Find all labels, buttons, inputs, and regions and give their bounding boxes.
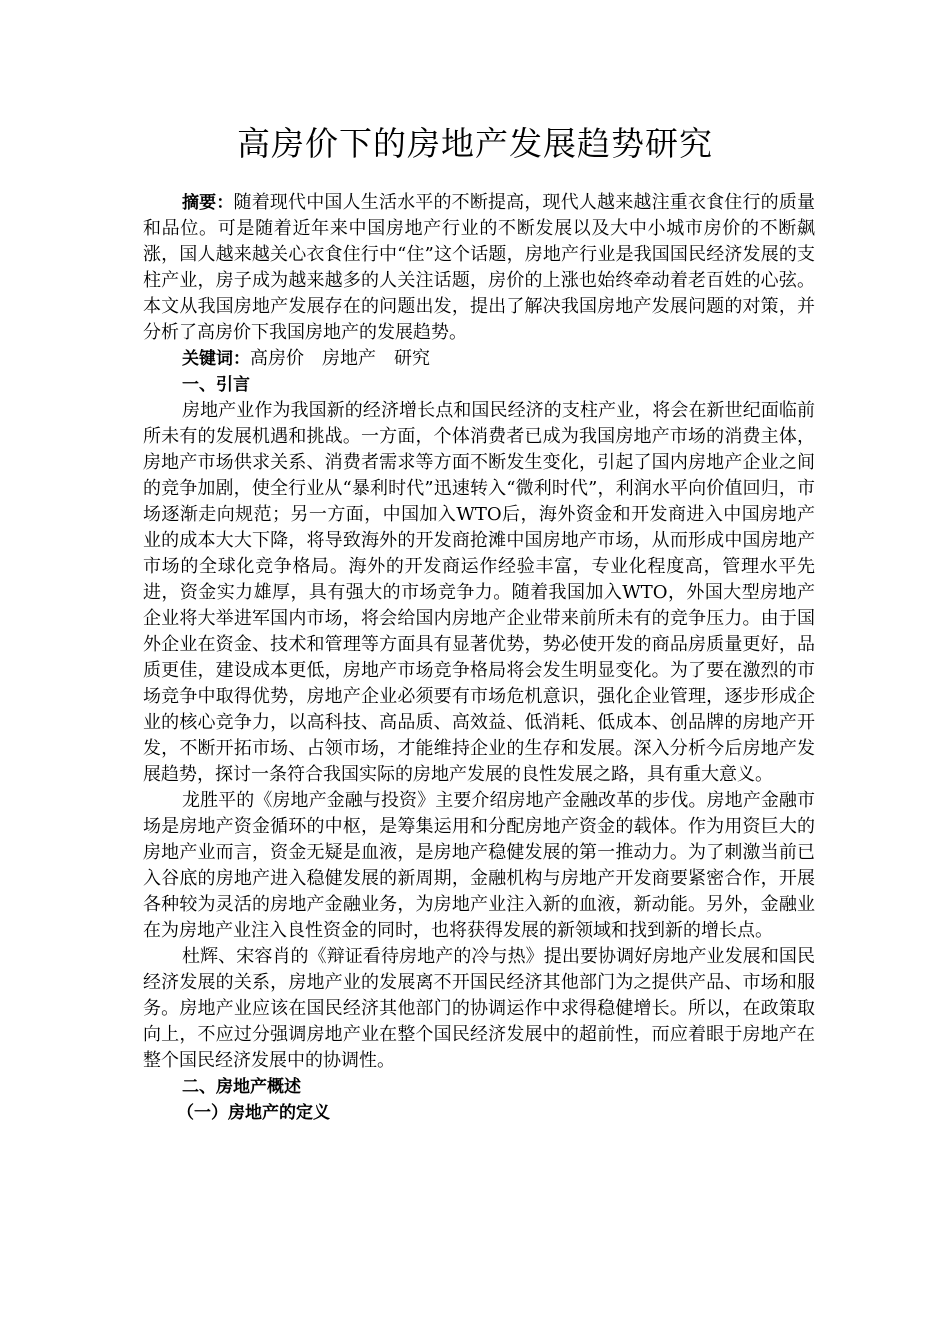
keywords-label: 关键词： — [182, 349, 250, 369]
document-body — [143, 190, 815, 1126]
body-paragraph: 房地产业作为我国新的经济增长点和国民经济的支柱产业，将会在新世纪面临前所未有的发展机遇和挑战。一方面，个体消费者已成为我国房地产市场的消费主体，房地产市场供求关系、消费者需求等方面不断发生变化，引起了国内房地产企业之间的竞争加剧，使全行业从“暴利时代”迅速转入“微利时代”，利润水平向价值回归，市场逐渐走向规范；另一方面，中国加入WTO后，海外资金和开发商进入中国房地产业的成本大大下降，将导致海外的开发商抢滩中国房地产市场，从而形成中国房地产市场的全球化竞争格局。海外的开发商运作经验丰富，专业化程度高，管理水平先进，资金实力雄厚，具有强大的市场竞争力。随着我国加入WTO，外国大型房地产企业将大举进军国内市场，将会给国内房地产企业带来前所未有的竞争压力。由于国外企业在资金、技术和管理等方面具有显著优势，势必使开发的商品房质量更好，品质更佳，建设成本更低，房地产市场竞争格局将会发生明显变化。为了要在激烈的市场竞争中取得优势，房地产企业必须要有市场危机意识，强化企业管理，逐步形成企业的核心竞争力，以高科技、高品质、高效益、低消耗、低成本、创品牌的房地产开发，不断开拓市场、占领市场，才能维持企业的生存和发展。深入分析今后房地产发展趋势，探讨一条符合我国实际的房地产发展的良性发展之路，具有重大意义。 — [143, 400, 815, 785]
section-heading-introduction: 一、引言 — [182, 375, 250, 395]
keyword: 研究 — [394, 348, 430, 369]
section-heading-overview: 二、房地产概述 — [182, 1077, 301, 1097]
keyword: 高房价 — [250, 348, 304, 369]
subsection-heading-definition: （一）房地产的定义 — [177, 1103, 330, 1123]
keyword: 房地产 — [322, 348, 376, 369]
body-paragraph: 龙胜平的《房地产金融与投资》主要介绍房地产金融改革的步伐。房地产金融市场是房地产资金循环的中枢，是筹集运用和分配房地产资金的载体。作为用资巨大的房地产业而言，资金无疑是血液，是房地产稳健发展的第一推动力。为了刺激当前已入谷底的房地产进入稳健发展的新周期，金融机构与房地产开发商要紧密合作，开展各种较为灵活的房地产金融业务，为房地产业注入新的血液，新动能。另外，金融业在为房地产业注入良性资金的同时，也将获得发展的新领域和找到新的增长点。 — [143, 790, 815, 941]
keywords-line — [143, 346, 815, 372]
document-title: 高房价下的房地产发展趋势研究 — [237, 124, 713, 163]
abstract-paragraph — [143, 190, 815, 346]
abstract-text: 随着现代中国人生活水平的不断提高，现代人越来越注重衣食住行的质量和品位。可是随着近年来中国房地产行业的不断发展以及大中小城市房价的不断飙涨，国人越来越关心衣食住行中“住”这个话题，房地产行业是我国国民经济发展的支柱产业，房子成为越来越多的人关注话题，房价的上涨也始终牵动着老百姓的心弦。本文从我国房地产发展存在的问题出发，提出了解决我国房地产发展问题的对策，并分析了高房价下我国房地产的发展趋势。 — [143, 192, 815, 343]
body-paragraph: 杜辉、宋容肖的《辩证看待房地产的冷与热》提出要协调好房地产业发展和国民经济发展的关系，房地产业的发展离不开国民经济其他部门为之提供产品、市场和服务。房地产业应该在国民经济其他部门的协调运作中求得稳健增长。所以，在政策取向上，不应过分强调房地产业在整个国民经济发展中的超前性，而应着眼于房地产在整个国民经济发展中的协调性。 — [143, 946, 815, 1071]
abstract-label: 摘要： — [182, 193, 234, 213]
